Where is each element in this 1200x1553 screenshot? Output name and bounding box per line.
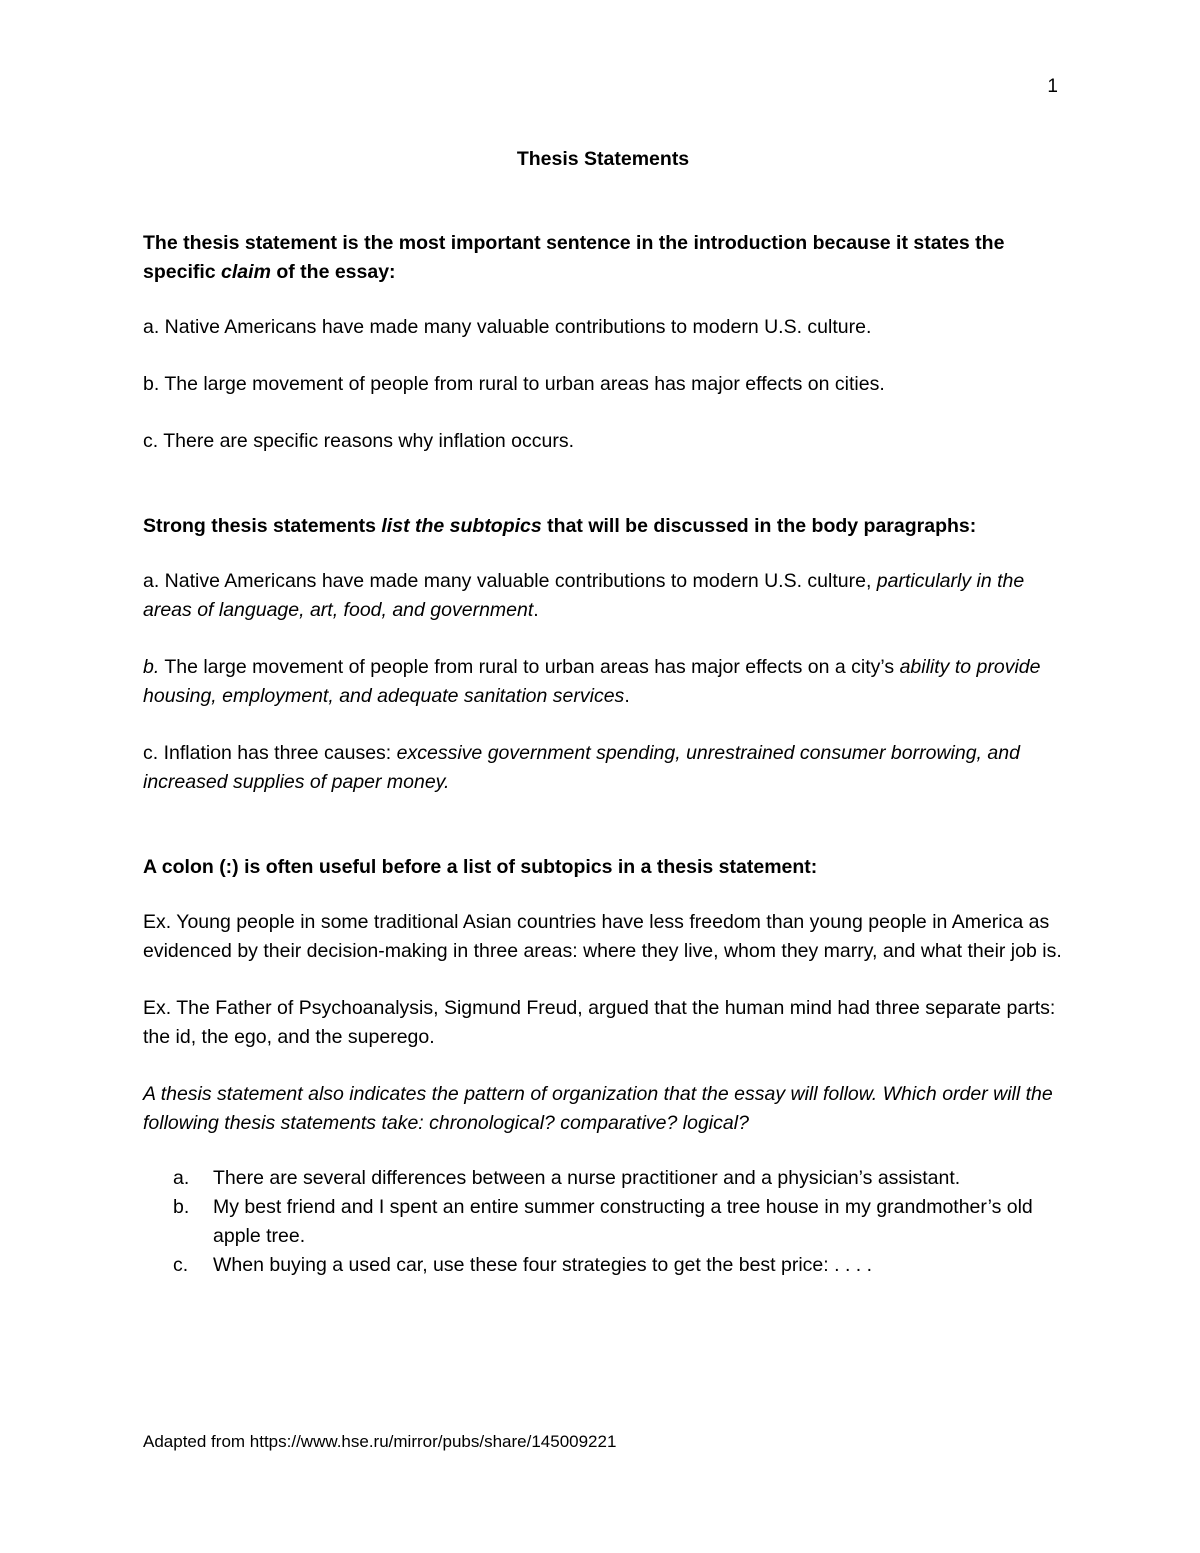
thesis-practice-list: [143, 1164, 1063, 1280]
document-body: [143, 145, 1063, 1280]
example-suffix: .: [624, 685, 630, 707]
example-paragraph: [143, 567, 1063, 625]
list-item: [143, 1193, 1063, 1251]
example-prefix: a.: [143, 570, 160, 592]
heading-text: that will be discussed in the body paragraphs:: [541, 515, 977, 537]
example-italic-text: particularly in the areas of language, art, food, and government: [143, 570, 1025, 621]
example-italic-text: ability to provide housing, employment, and adequate sanitation services: [143, 656, 1041, 707]
section-heading-colon: A colon (:) is often useful before a list of subtopics in a thesis statement:: [143, 856, 818, 878]
heading-text: The thesis statement is the most important sentence in the introduction because it states the specific: [143, 232, 1005, 283]
list-item-text: When buying a used car, use these four strategies to get the best price: . . . .: [213, 1254, 873, 1276]
example-prefix: c.: [143, 742, 159, 764]
example-paragraph: Ex. Young people in some traditional Asian countries have less freedom than young people in America as evidenced by their decision-making in three areas: where they live, whom they marry, and what their job is.: [143, 911, 1062, 962]
example-italic-text: excessive government spending, unrestrained consumer borrowing, and increased supplies of paper money.: [143, 742, 1020, 793]
example-suffix: .: [533, 599, 539, 621]
example-paragraph: c. There are specific reasons why inflation occurs.: [143, 430, 574, 452]
section-heading-subtopics: [143, 512, 1063, 541]
document-title: Thesis Statements: [516, 148, 690, 170]
source-footer: Adapted from https://www.hse.ru/mirror/pubs/share/145009221: [143, 1432, 617, 1451]
example-paragraph: [143, 739, 1063, 797]
heading-emphasis: list the subtopics: [381, 515, 542, 537]
heading-text: Strong thesis statements: [143, 515, 382, 537]
list-marker: b.: [173, 1196, 190, 1218]
example-plain-text: Inflation has three causes:: [158, 742, 397, 764]
example-paragraph: Ex. The Father of Psychoanalysis, Sigmund Freud, argued that the human mind had three separate parts: the id, the ego, and the superego.: [143, 997, 1056, 1048]
list-item-text: My best friend and I spent an entire summer constructing a tree house in my grandmother’s old apple tree.: [213, 1196, 1033, 1247]
heading-text: of the essay:: [270, 261, 396, 283]
list-marker: a.: [173, 1167, 190, 1189]
list-item-text: There are several differences between a nurse practitioner and a physician’s assistant.: [213, 1167, 961, 1189]
list-item: [143, 1164, 1063, 1193]
list-marker: c.: [173, 1254, 189, 1276]
heading-emphasis: claim: [221, 261, 271, 283]
example-prefix: b.: [143, 656, 160, 678]
page-number: 1: [1047, 76, 1058, 97]
example-paragraph: b. The large movement of people from rural to urban areas has major effects on cities.: [143, 373, 885, 395]
list-item: [143, 1251, 1063, 1280]
example-paragraph: [143, 653, 1063, 711]
organization-prompt: A thesis statement also indicates the pattern of organization that the essay will follow. Which order will the following thesis statements take: chronological? comparative? logical?: [143, 1083, 1053, 1134]
example-plain-text: The large movement of people from rural to urban areas has major effects on a city’s: [159, 656, 900, 678]
section-heading-claim: [143, 229, 1063, 287]
example-plain-text: Native Americans have made many valuable contributions to modern U.S. culture,: [159, 570, 877, 592]
example-paragraph: a. Native Americans have made many valuable contributions to modern U.S. culture.: [143, 316, 872, 338]
